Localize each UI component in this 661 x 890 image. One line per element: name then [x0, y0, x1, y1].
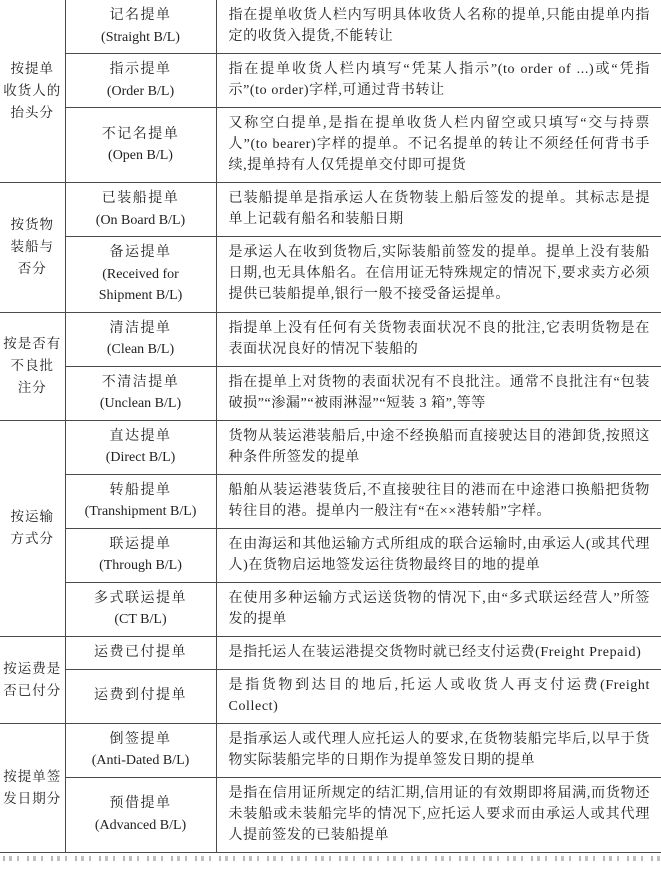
- bl-type-name-en: (Direct B/L): [105, 450, 176, 465]
- table-row: [0, 582, 661, 636]
- bl-type-name-en: (Anti-Dated B/L): [91, 753, 190, 768]
- category-label-line: 装船与: [10, 239, 54, 255]
- table-row: [0, 528, 661, 582]
- category-cell: [0, 420, 65, 636]
- bl-type-name-en: (Received for: [102, 266, 179, 282]
- bl-type-name-en: (On Board B/L): [95, 212, 186, 228]
- table-row: [0, 237, 661, 313]
- category-label-line: 按是否有: [3, 336, 62, 351]
- bl-type-cell: [65, 183, 216, 237]
- bl-type-name-en: (Unclean B/L): [99, 396, 182, 411]
- table-row: [0, 54, 661, 108]
- bl-type-description: 已装船提单是指承运人在货物装上船后签发的提单。其标志是提单上记载有船名和装船日期: [216, 183, 661, 237]
- bl-type-name-cn: 清洁提单: [109, 320, 172, 336]
- bl-type-description: 在由海运和其他运输方式所组成的联合运输时,由承运人(或其代理人)在货物启运地签发运往货物最终目的地的提单: [216, 528, 661, 582]
- bl-type-cell: [65, 777, 216, 852]
- table-row: [0, 636, 661, 669]
- bl-type-cell: [65, 108, 216, 183]
- category-label-line: 发日期分: [3, 790, 62, 806]
- category-label-line: 收货人的: [3, 83, 62, 98]
- category-cell: [0, 0, 65, 183]
- bl-type-name-en: (CT B/L): [114, 612, 167, 627]
- category-label-line: 按货物: [10, 217, 54, 233]
- bl-type-cell: [65, 420, 216, 474]
- category-label-line: 抬头分: [10, 105, 54, 120]
- bl-type-name-en: (Transhipment B/L): [84, 504, 197, 519]
- bl-type-cell: [65, 54, 216, 108]
- category-cell: [0, 636, 65, 723]
- bl-type-description: 是指在信用证所规定的结汇期,信用证的有效期即将届满,而货物还未装船或未装船完毕的情况下,应托运人要求而由承运人或其代理人提前签发的已装船提单: [216, 777, 661, 852]
- bl-type-name-cn: 转船提单: [109, 482, 172, 498]
- bl-type-description: 是指货物到达目的地后,托运人或收货人再支付运费(Freight Collect): [216, 669, 661, 723]
- category-label-line: 按提单签: [3, 768, 62, 784]
- bl-type-name-en: Shipment B/L): [98, 288, 183, 303]
- bl-type-cell: [65, 723, 216, 777]
- bl-type-name-en: (Straight B/L): [101, 29, 180, 45]
- category-label-line: 注分: [17, 380, 47, 395]
- bl-type-description: 是承运人在收到货物后,实际装船前签发的提单。提单上没有装船日期,也无具体船名。在信用证无特殊规定的情况下,要求卖方必须提供已装船提单,银行一般不接受备运提单。: [216, 237, 661, 313]
- bl-type-cell: [65, 582, 216, 636]
- bl-type-name-cn: 联运提单: [109, 536, 172, 552]
- cropped-next-line-artifact: [0, 856, 661, 861]
- category-label-line: 方式分: [10, 531, 54, 546]
- bl-type-name-cn: 运费已付提单: [94, 644, 187, 660]
- category-cell: [0, 312, 65, 420]
- bl-type-name-cn: 倒签提单: [109, 731, 172, 747]
- bl-type-description: 指提单上没有任何有关货物表面状况不良的批注,它表明货物是在表面状况良好的情况下装船的: [216, 312, 661, 366]
- category-label-line: 否已付分: [3, 682, 62, 698]
- table-row: [0, 366, 661, 420]
- bl-type-name-en: (Clean B/L): [106, 342, 175, 357]
- category-label-line: 不良批: [10, 358, 54, 373]
- bl-type-name-cn: 直达提单: [109, 428, 172, 444]
- bl-type-name-en: (Advanced B/L): [94, 817, 187, 833]
- bl-type-description: 指在提单收货人栏内写明具体收货人名称的提单,只能由提单内指定的收货入提货,不能转让: [228, 8, 650, 44]
- bl-type-cell: [65, 237, 216, 313]
- table-row: [0, 669, 661, 723]
- table-row: [0, 312, 661, 366]
- bl-type-description: 又称空白提单,是指在提单收货人栏内留空或只填写“交与持票人”(to bearer)字样的提单。不记名提单的转让不须经任何背书手续,提单持有人仅凭提单交付即可提货: [216, 108, 661, 183]
- table-row: [0, 420, 661, 474]
- table-row: [0, 183, 661, 237]
- category-label-line: 按提单: [10, 61, 54, 76]
- table-row: [0, 723, 661, 777]
- bl-type-cell: [65, 312, 216, 366]
- bl-type-name-cn: 记名提单: [109, 8, 172, 23]
- bl-type-description: 指在提单上对货物的表面状况有不良批注。通常不良批注有“包装破损”“渗漏”“被雨淋湿”“短装 3 箱”,等等: [216, 366, 661, 420]
- bl-type-cell: [65, 474, 216, 528]
- bl-type-description: 货物从装运港装船后,中途不经换船而直接驶达目的港卸货,按照这种条件所签发的提单: [216, 420, 661, 474]
- category-cell: [0, 183, 65, 313]
- bl-type-description: 是指托运人在装运港提交货物时就已经支付运费(Freight Prepaid): [216, 636, 661, 669]
- bl-type-name-cn: 预借提单: [109, 796, 172, 811]
- bl-type-name-en: (Through B/L): [99, 558, 182, 573]
- table-row: [0, 474, 661, 528]
- bl-type-name-cn: 指示提单: [109, 62, 172, 77]
- table-row: [0, 777, 661, 852]
- bl-type-cell: [65, 669, 216, 723]
- bl-type-name-cn: 已装船提单: [101, 191, 180, 206]
- bl-type-cell: [65, 636, 216, 669]
- bl-type-name-en: (Open B/L): [108, 148, 173, 163]
- bl-type-description: 指在提单收货人栏内填写“凭某人指示”(to order of ...)或“凭指示”(to order)字样,可通过背书转让: [216, 54, 661, 108]
- bl-type-cell: [65, 528, 216, 582]
- bl-type-name-en: (Order B/L): [106, 83, 175, 99]
- bl-type-cell: [65, 366, 216, 420]
- bl-type-name-cn: 备运提单: [109, 245, 172, 260]
- bl-type-name-cn: 不清洁提单: [101, 374, 180, 390]
- category-label-line: 按运费是: [3, 660, 62, 676]
- bl-type-name-cn: 不记名提单: [101, 126, 180, 142]
- category-cell: [0, 723, 65, 852]
- table-row: [0, 108, 661, 183]
- category-label-line: 否分: [17, 261, 47, 277]
- bl-type-description: 是指承运人或代理人应托运人的要求,在货物装船完毕后,以早于货物实际装船完毕的日期作为提单签发日期的提单: [216, 723, 661, 777]
- bl-type-description: 船舶从装运港装货后,不直接驶往目的港而在中途港口换船把货物转往目的港。提单内一般注有“在××港转船”字样。: [216, 474, 661, 528]
- bl-type-description: 在使用多种运输方式运送货物的情况下,由“多式联运经营人”所签发的提单: [216, 582, 661, 636]
- bl-type-name-cn: 多式联运提单: [94, 590, 187, 606]
- bl-type-cell: [65, 0, 216, 54]
- bl-type-name-cn: 运费到付提单: [94, 688, 187, 704]
- category-label-line: 按运输: [10, 509, 54, 524]
- table-row: [0, 0, 661, 54]
